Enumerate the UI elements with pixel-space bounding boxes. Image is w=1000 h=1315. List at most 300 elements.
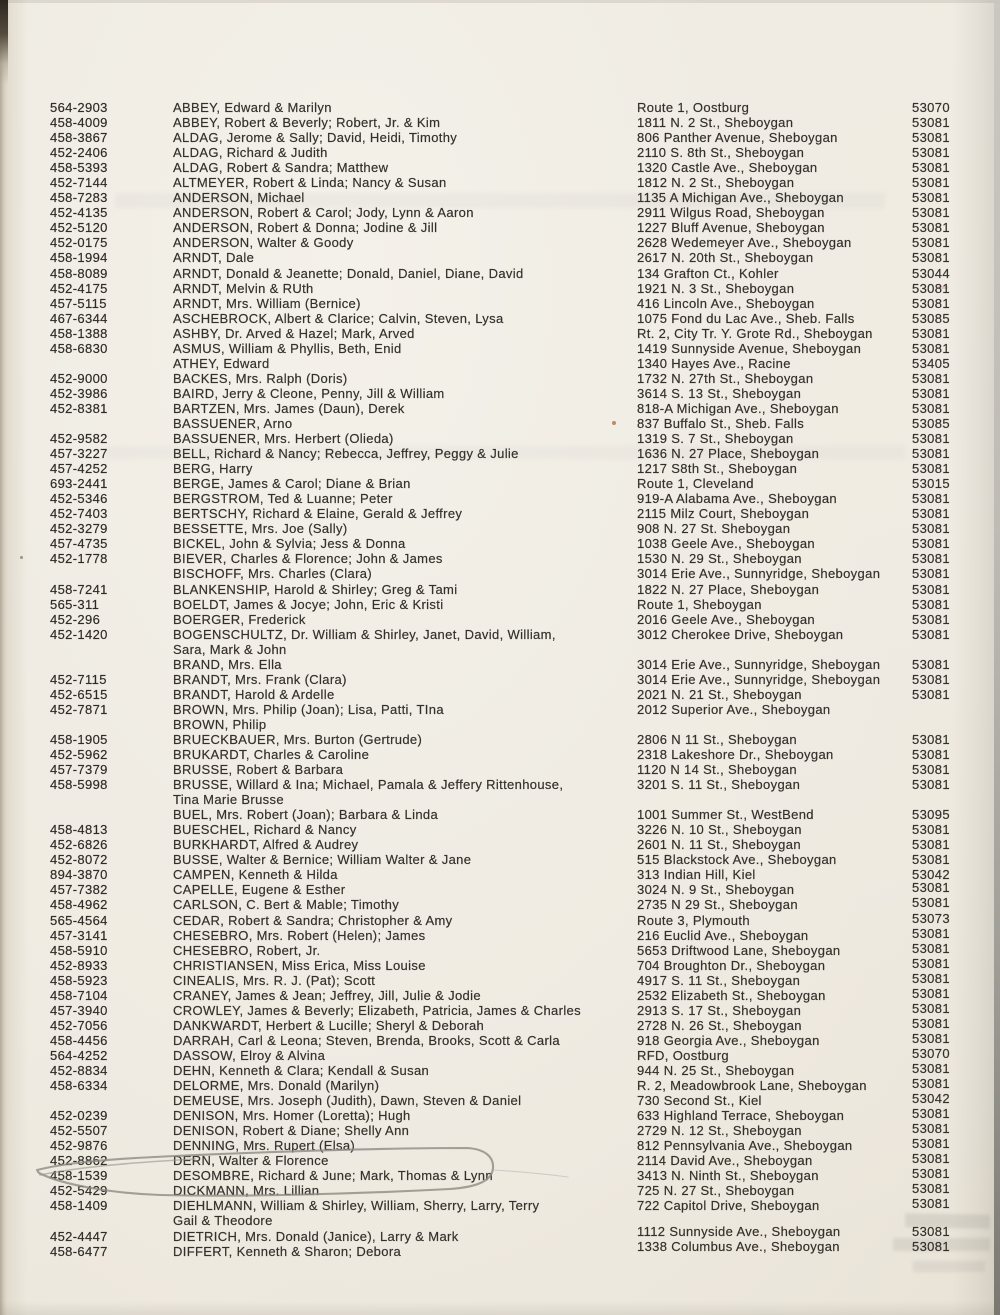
phone-number: 458-7241 bbox=[50, 581, 108, 597]
address: 1001 Summer St., WestBend bbox=[637, 807, 814, 823]
zip-code: 53081 bbox=[912, 671, 950, 687]
zip-code: 53081 bbox=[912, 1015, 950, 1031]
phone-number: 452-4447 bbox=[50, 1228, 108, 1244]
address: 908 N. 27 St. Sheboygan bbox=[637, 521, 791, 537]
entry-name: CROWLEY, James & Beverly; Elizabeth, Patricia, James & Charles bbox=[173, 1002, 581, 1018]
address bbox=[637, 642, 912, 657]
phone-number: 452-8862 bbox=[50, 1153, 108, 1169]
directory-row-continuation bbox=[50, 792, 1000, 807]
directory-row bbox=[50, 940, 1000, 958]
address: 1217 S8th St., Sheboygan bbox=[637, 461, 798, 477]
zip-code: 53081 bbox=[912, 506, 950, 522]
zip-code: 53081 bbox=[912, 1076, 950, 1092]
directory-row bbox=[50, 190, 1000, 205]
directory-row bbox=[50, 205, 1000, 220]
phone-number: 452-7144 bbox=[50, 175, 108, 191]
phone-number: 458-1994 bbox=[50, 250, 108, 266]
address: 515 Blackstock Ave., Sheboygan bbox=[637, 852, 837, 868]
zip-code: 53081 bbox=[912, 145, 950, 161]
zip-code: 53081 bbox=[912, 626, 950, 642]
zip-code: 53081 bbox=[912, 115, 950, 131]
address: 2012 Superior Ave., Sheboygan bbox=[637, 701, 831, 717]
entry-name: DASSOW, Elroy & Alvina bbox=[173, 1047, 326, 1063]
zip-code: 53081 bbox=[912, 295, 950, 311]
address: 3014 Erie Ave., Sunnyridge, Sheboygan bbox=[637, 656, 881, 672]
zip-code: 53081 bbox=[912, 340, 950, 356]
zip-code: 53085 bbox=[912, 310, 950, 326]
phone-number: 452-4175 bbox=[50, 280, 108, 296]
directory-row bbox=[50, 281, 1000, 296]
directory-row bbox=[50, 867, 1000, 882]
address: 1135 A Michigan Ave., Sheboygan bbox=[637, 190, 844, 206]
entry-name: BRAND, Mrs. Ella bbox=[173, 656, 282, 672]
address: 1112 Sunnyside Ave., Sheboygan bbox=[637, 1223, 841, 1239]
zip-code: 53081 bbox=[912, 431, 950, 447]
phone-number bbox=[50, 642, 173, 657]
entry-name: ANDERSON, Michael bbox=[173, 190, 305, 206]
directory-row bbox=[50, 521, 1000, 536]
address: 2021 N. 21 St., Sheboygan bbox=[637, 686, 802, 702]
address: 919-A Alabama Ave., Sheboygan bbox=[637, 491, 838, 507]
directory-row bbox=[50, 250, 1000, 265]
directory-row bbox=[50, 897, 1000, 912]
directory-row bbox=[50, 732, 1000, 747]
phone-number: 452-6515 bbox=[50, 686, 108, 702]
phone-number: 458-1905 bbox=[50, 731, 108, 747]
zip-code: 53081 bbox=[912, 551, 950, 567]
zip-code: 53081 bbox=[912, 777, 950, 793]
address: 944 N. 25 St., Sheboygan bbox=[637, 1063, 795, 1078]
zip-code: 53081 bbox=[912, 385, 950, 401]
directory-row bbox=[50, 461, 1000, 476]
phone-number: 458-5998 bbox=[50, 777, 108, 793]
phone-number: 452-2406 bbox=[50, 145, 108, 161]
phone-number: 452-7403 bbox=[50, 506, 108, 522]
entry-name: BRUSSE, Robert & Barbara bbox=[173, 762, 344, 778]
zip-code: 53081 bbox=[912, 1121, 950, 1137]
entry-name: BELL, Richard & Nancy; Rebecca, Jeffrey, Peggy & Julie bbox=[173, 446, 519, 462]
address: 2628 Wedemeyer Ave., Sheboygan bbox=[637, 235, 852, 251]
phone-number: 565-4564 bbox=[50, 912, 108, 928]
entry-name: CHESEBRO, Mrs. Robert (Helen); James bbox=[173, 927, 426, 943]
entry-name: DENNING, Mrs. Rupert (Elsa) bbox=[173, 1138, 356, 1154]
zip-code: 53081 bbox=[912, 581, 950, 597]
entry-name: Sara, Mark & John bbox=[173, 641, 287, 657]
phone-number: 458-4009 bbox=[50, 115, 108, 131]
address: 1120 N 14 St., Sheboygan bbox=[637, 762, 797, 778]
zip-code: 53081 bbox=[912, 656, 950, 672]
address: 2318 Lakeshore Dr., Sheboygan bbox=[637, 747, 834, 763]
phone-number: 452-8072 bbox=[50, 852, 108, 868]
address: 2532 Elizabeth St., Sheboygan bbox=[637, 987, 826, 1003]
directory-row bbox=[50, 657, 1000, 672]
directory-row bbox=[50, 100, 1000, 115]
directory-row bbox=[50, 597, 1000, 612]
entry-name: ALDAG, Richard & Judith bbox=[173, 145, 328, 161]
zip-code: 53081 bbox=[912, 491, 950, 507]
phone-number: 452-7115 bbox=[50, 671, 107, 687]
entry-name: BRUSSE, Willard & Ina; Michael, Pamala & Jeffery Rittenhouse, bbox=[173, 777, 564, 793]
entry-name: BOELDT, James & Jocye; John, Eric & Kristi bbox=[173, 596, 444, 612]
phone-number: 458-4456 bbox=[50, 1032, 108, 1048]
entry-name: BURKHARDT, Alfred & Audrey bbox=[173, 837, 359, 853]
phone-number: 452-5120 bbox=[50, 220, 108, 236]
address: 2806 N 11 St., Sheboygan bbox=[637, 731, 797, 747]
entry-name: BASSUENER, Arno bbox=[173, 415, 293, 431]
entry-name: DELORME, Mrs. Donald (Marilyn) bbox=[173, 1078, 380, 1094]
zip-code: 53081 bbox=[912, 837, 950, 853]
entry-name: BOGENSCHULTZ, Dr. William & Shirley, Janet, David, William, bbox=[173, 626, 556, 642]
entry-name: DENISON, Robert & Diane; Shelly Ann bbox=[173, 1123, 410, 1139]
phone-number: 457-3940 bbox=[50, 1002, 108, 1018]
directory-row bbox=[50, 807, 1000, 822]
entry-name: BROWN, Mrs. Philip (Joan); Lisa, Patti, TIna bbox=[173, 701, 444, 717]
zip-code: 53042 bbox=[912, 1091, 950, 1107]
directory-row bbox=[50, 777, 1000, 792]
zip-code: 53405 bbox=[912, 355, 950, 371]
entry-name: ARNDT, Mrs. William (Bernice) bbox=[173, 295, 361, 311]
phone-number: 467-6344 bbox=[50, 310, 108, 326]
address: 1320 Castle Ave., Sheboygan bbox=[637, 160, 818, 176]
address: 3201 S. 11 St., Sheboygan bbox=[637, 777, 801, 793]
entry-name: BOERGER, Frederick bbox=[173, 611, 306, 627]
directory-row bbox=[50, 882, 1000, 897]
address: 1340 Hayes Ave., Racine bbox=[637, 355, 791, 371]
entry-name: DENISON, Mrs. Homer (Loretta); Hugh bbox=[173, 1108, 411, 1124]
phone-number: 452-1420 bbox=[50, 626, 108, 642]
address: 3024 N. 9 St., Sheboygan bbox=[637, 882, 795, 898]
page-left-edge bbox=[0, 0, 8, 1315]
address: 2911 Wilgus Road, Sheboygan bbox=[637, 205, 825, 221]
directory-row bbox=[50, 175, 1000, 190]
address: 730 Second St., Kiel bbox=[637, 1093, 762, 1109]
phone-number bbox=[50, 792, 173, 807]
phone-number: 458-7104 bbox=[50, 987, 108, 1003]
directory-row bbox=[50, 717, 1000, 732]
zip-code: 53081 bbox=[912, 970, 950, 986]
zip-code: 53081 bbox=[912, 596, 950, 612]
directory-row bbox=[50, 612, 1000, 627]
address: 704 Broughton Dr., Sheboygan bbox=[637, 957, 826, 973]
zip-code: 53081 bbox=[912, 160, 950, 176]
address: R. 2, Meadowbrook Lane, Sheboygan bbox=[637, 1078, 867, 1094]
entry-name: ASCHEBROCK, Albert & Clarice; Calvin, Steven, Lysa bbox=[173, 310, 504, 326]
entry-name: CAPELLE, Eugene & Esther bbox=[173, 882, 346, 898]
address: 1319 S. 7 St., Sheboygan bbox=[637, 431, 794, 447]
directory-row bbox=[50, 446, 1000, 461]
entry-name: BROWN, Philip bbox=[173, 716, 267, 732]
address bbox=[637, 717, 912, 732]
address: 918 Georgia Ave., Sheboygan bbox=[637, 1032, 820, 1048]
entry-name: ASHBY, Dr. Arved & Hazel; Mark, Arved bbox=[173, 325, 415, 341]
entry-name: ALDAG, Robert & Sandra; Matthew bbox=[173, 160, 389, 176]
phone-number: 452-5346 bbox=[50, 491, 108, 507]
entry-name: ASMUS, William & Phyllis, Beth, Enid bbox=[173, 340, 402, 356]
zip-code: 53081 bbox=[912, 130, 950, 146]
phone-number: 458-5910 bbox=[50, 942, 108, 958]
directory-row bbox=[50, 702, 1000, 717]
phone-number: 452-3986 bbox=[50, 385, 108, 401]
entry-name: CEDAR, Robert & Sandra; Christopher & Amy bbox=[173, 912, 453, 928]
address: 416 Lincoln Ave., Sheboygan bbox=[637, 295, 815, 311]
zip-code: 53081 bbox=[912, 446, 950, 462]
address: Route 1, Oostburg bbox=[637, 100, 750, 115]
address: 1812 N. 2 St., Sheboygan bbox=[637, 175, 795, 191]
phone-number: 457-3227 bbox=[50, 446, 108, 462]
address: 3614 S. 13 St., Sheboygan bbox=[637, 385, 802, 401]
zip-code: 53070 bbox=[912, 1045, 950, 1061]
entry-name: BARTZEN, Mrs. James (Daun), Derek bbox=[173, 400, 405, 416]
address: Route 1, Sheboygan bbox=[637, 596, 762, 612]
address: 313 Indian Hill, Kiel bbox=[637, 867, 756, 883]
address: 2601 N. 11 St., Sheboygan bbox=[637, 837, 801, 853]
entry-name: BLANKENSHIP, Harold & Shirley; Greg & Tami bbox=[173, 581, 458, 597]
directory-row bbox=[50, 341, 1000, 356]
phone-number bbox=[50, 807, 173, 822]
zip-code: 53081 bbox=[912, 1151, 950, 1167]
entry-name: DIFFERT, Kenneth & Sharon; Debora bbox=[173, 1243, 402, 1259]
address: 633 Highland Terrace, Sheboygan bbox=[637, 1108, 845, 1124]
directory-row bbox=[50, 1123, 1000, 1138]
directory-row bbox=[50, 582, 1000, 597]
address: Route 3, Plymouth bbox=[637, 912, 750, 928]
phone-number: 458-3867 bbox=[50, 130, 108, 146]
directory-row bbox=[50, 326, 1000, 341]
entry-name: BRANDT, Mrs. Frank (Clara) bbox=[173, 671, 347, 687]
zip-code bbox=[912, 792, 1000, 807]
phone-number: 458-1409 bbox=[50, 1198, 108, 1214]
directory-row bbox=[50, 401, 1000, 416]
directory-row-continuation bbox=[50, 642, 1000, 657]
address: 3413 N. Ninth St., Sheboygan bbox=[637, 1168, 819, 1184]
zip-code: 53070 bbox=[912, 100, 950, 115]
zip-code: 53081 bbox=[912, 852, 950, 868]
address: 4917 S. 11 St., Sheboygan bbox=[637, 972, 801, 988]
zip-code: 53081 bbox=[912, 190, 950, 206]
address: 1227 Bluff Avenue, Sheboygan bbox=[637, 220, 825, 236]
address: 134 Grafton Ct., Kohler bbox=[637, 265, 779, 281]
zip-code: 53081 bbox=[912, 400, 950, 416]
address: 1075 Fond du Lac Ave., Sheb. Falls bbox=[637, 310, 855, 326]
phone-number: 894-3870 bbox=[50, 867, 108, 883]
entry-name: ABBEY, Edward & Marilyn bbox=[173, 100, 332, 115]
zip-code: 53042 bbox=[912, 867, 950, 883]
address: Rt. 2, City Tr. Y. Grote Rd., Sheboygan bbox=[637, 325, 873, 341]
directory-row bbox=[50, 687, 1000, 702]
directory-row bbox=[50, 985, 1000, 1003]
pencil-double-stroke bbox=[40, 1159, 195, 1175]
directory-row bbox=[50, 536, 1000, 551]
phone-number: 457-4735 bbox=[50, 536, 108, 552]
zip-code: 53081 bbox=[912, 686, 950, 702]
phone-number: 458-1388 bbox=[50, 325, 108, 341]
zip-code: 53073 bbox=[912, 910, 950, 926]
directory-row bbox=[50, 115, 1000, 130]
entry-name: BUSSE, Walter & Bernice; William Walter & Jane bbox=[173, 852, 472, 868]
directory-row bbox=[50, 386, 1000, 401]
entry-name: CINEALIS, Mrs. R. J. (Pat); Scott bbox=[173, 972, 376, 988]
phone-number: 564-4252 bbox=[50, 1047, 108, 1063]
entry-name: DESOMBRE, Richard & June; Mark, Thomas & Lynn bbox=[173, 1168, 493, 1184]
address: 837 Buffalo St., Sheb. Falls bbox=[637, 415, 805, 431]
entry-name: ARNDT, Dale bbox=[173, 250, 255, 266]
phone-number: 458-4813 bbox=[50, 822, 108, 838]
phone-number: 458-5393 bbox=[50, 160, 108, 176]
address: 2114 David Ave., Sheboygan bbox=[637, 1153, 813, 1169]
directory-row bbox=[50, 925, 1000, 943]
phone-number: 458-5923 bbox=[50, 972, 108, 988]
entry-name: BERTSCHY, Richard & Elaine, Gerald & Jeffrey bbox=[173, 506, 463, 522]
phone-number: 452-9000 bbox=[50, 370, 108, 386]
entry-name: DIETRICH, Mrs. Donald (Janice), Larry & Mark bbox=[173, 1228, 459, 1244]
zip-code: 53081 bbox=[912, 205, 950, 221]
entry-name: BRANDT, Harold & Ardelle bbox=[173, 686, 335, 702]
address: 812 Pennsylvania Ave., Sheboygan bbox=[637, 1138, 853, 1154]
directory-row bbox=[50, 416, 1000, 431]
phone-number bbox=[50, 356, 173, 371]
address: 725 N. 27 St., Sheboygan bbox=[637, 1183, 795, 1199]
zip-code: 53081 bbox=[912, 250, 950, 266]
entry-name: ALDAG, Jerome & Sally; David, Heidi, Timothy bbox=[173, 130, 458, 146]
address: 1419 Sunnyside Avenue, Sheboygan bbox=[637, 340, 862, 356]
entry-name: BASSUENER, Mrs. Herbert (Olieda) bbox=[173, 431, 394, 447]
phone-number: 458-7283 bbox=[50, 190, 108, 206]
zip-code: 53081 bbox=[912, 175, 950, 191]
phone-number: 452-3279 bbox=[50, 521, 108, 537]
zip-code: 53095 bbox=[912, 807, 950, 823]
entry-name: BERG, Harry bbox=[173, 461, 253, 477]
entry-name: CHESEBRO, Robert, Jr. bbox=[173, 942, 321, 958]
zip-code: 53081 bbox=[912, 1136, 950, 1152]
zip-code: 53081 bbox=[912, 1000, 950, 1016]
directory-row bbox=[50, 1108, 1000, 1123]
directory-row bbox=[50, 1000, 1000, 1018]
phone-number: 457-7382 bbox=[50, 882, 108, 898]
directory-row bbox=[50, 1238, 1000, 1259]
phone-number: 452-8933 bbox=[50, 957, 108, 973]
phone-number: 452-9876 bbox=[50, 1138, 108, 1154]
phone-number bbox=[50, 1213, 173, 1228]
directory-row bbox=[50, 1063, 1000, 1078]
zip-code: 53081 bbox=[912, 822, 950, 838]
address: 3014 Erie Ave., Sunnyridge, Sheboygan bbox=[637, 566, 881, 582]
address: 1636 N. 27 Place, Sheboygan bbox=[637, 446, 820, 462]
page-top-edge bbox=[8, 0, 1000, 3]
zip-code: 53081 bbox=[912, 940, 950, 956]
address: 2913 S. 17 St., Sheboygan bbox=[637, 1002, 802, 1018]
directory-row bbox=[50, 130, 1000, 145]
zip-code: 53081 bbox=[912, 1238, 950, 1254]
phone-number bbox=[50, 566, 173, 581]
entry-name: DEMEUSE, Mrs. Joseph (Judith), Dawn, Steven & Daniel bbox=[173, 1093, 522, 1109]
directory-row bbox=[50, 627, 1000, 642]
directory-row bbox=[50, 837, 1000, 852]
phone-number: 564-2903 bbox=[50, 100, 108, 115]
address: 1822 N. 27 Place, Sheboygan bbox=[637, 581, 820, 597]
entry-name: ABBEY, Robert & Beverly; Robert, Jr. & Kim bbox=[173, 115, 441, 131]
entry-name: DARRAH, Carl & Leona; Steven, Brenda, Brooks, Scott & Carla bbox=[173, 1032, 560, 1048]
directory-row bbox=[50, 672, 1000, 687]
zip-code: 53081 bbox=[912, 220, 950, 236]
directory-row bbox=[50, 747, 1000, 762]
entry-name: BRUECKBAUER, Mrs. Burton (Gertrude) bbox=[173, 731, 423, 747]
address: 1338 Columbus Ave., Sheboygan bbox=[637, 1238, 840, 1254]
entry-name: ANDERSON, Robert & Carol; Jody, Lynn & Aaron bbox=[173, 205, 474, 221]
entry-name: CRANEY, James & Jean; Jeffrey, Jill, Julie & Jodie bbox=[173, 987, 481, 1003]
zip-code: 53081 bbox=[912, 985, 950, 1001]
phone-number: 457-5115 bbox=[50, 295, 107, 311]
zip-code: 53081 bbox=[912, 1030, 950, 1046]
entry-name: Gail & Theodore bbox=[173, 1213, 273, 1229]
address: 1530 N. 29 St., Sheboygan bbox=[637, 551, 802, 567]
entry-name: BESSETTE, Mrs. Joe (Sally) bbox=[173, 521, 348, 537]
zip-code: 53081 bbox=[912, 895, 950, 911]
phone-number: 458-6334 bbox=[50, 1078, 108, 1094]
zip-code: 53081 bbox=[912, 566, 950, 582]
directory-row bbox=[50, 822, 1000, 837]
phone-number bbox=[50, 416, 173, 431]
zip-code: 53044 bbox=[912, 265, 950, 281]
address: 2729 N. 12 St., Sheboygan bbox=[637, 1123, 802, 1139]
zip-code: 53085 bbox=[912, 415, 950, 431]
phone-number: 457-7379 bbox=[50, 762, 108, 778]
entry-name: BAIRD, Jerry & Cleone, Penny, Jill & William bbox=[173, 385, 445, 401]
address: 1038 Geele Ave., Sheboygan bbox=[637, 536, 815, 552]
zip-code bbox=[912, 717, 1000, 732]
phone-number: 452-8834 bbox=[50, 1063, 108, 1078]
phone-number: 452-8381 bbox=[50, 400, 108, 416]
pencil-tail-stroke bbox=[494, 1170, 568, 1177]
phone-number: 452-5507 bbox=[50, 1123, 108, 1139]
phone-number: 452-1778 bbox=[50, 551, 108, 567]
directory-row bbox=[50, 1093, 1000, 1108]
zip-code: 53081 bbox=[912, 925, 950, 941]
entry-name: Tina Marie Brusse bbox=[173, 792, 284, 808]
entry-name: BICKEL, John & Sylvia; Jess & Donna bbox=[173, 536, 406, 552]
address: 818-A Michigan Ave., Sheboygan bbox=[637, 400, 839, 416]
directory-row bbox=[50, 220, 1000, 235]
phone-number: 457-3141 bbox=[50, 927, 108, 943]
zip-code: 53081 bbox=[912, 521, 950, 537]
zip-code: 53081 bbox=[912, 747, 950, 763]
entry-name: DIEHLMANN, William & Shirley, William, Sherry, Larry, Terry bbox=[173, 1198, 540, 1214]
address: 2115 Milz Court, Sheboygan bbox=[637, 506, 810, 522]
directory-row bbox=[50, 1078, 1000, 1093]
zip-code bbox=[912, 702, 1000, 717]
entry-name: BUESCHEL, Richard & Nancy bbox=[173, 822, 357, 838]
phone-number: 452-4135 bbox=[50, 205, 108, 221]
phone-number: 452-9582 bbox=[50, 431, 108, 447]
entry-name: DERN, Walter & Florence bbox=[173, 1153, 329, 1169]
entry-name: BERGSTROM, Ted & Luanne; Peter bbox=[173, 491, 393, 507]
directory-row bbox=[50, 506, 1000, 521]
gutter-shading bbox=[8, 0, 28, 1315]
entry-name: BUEL, Mrs. Robert (Joan); Barbara & Linda bbox=[173, 807, 439, 823]
directory-listing bbox=[50, 100, 1000, 1259]
entry-name: ALTMEYER, Robert & Linda; Nancy & Susan bbox=[173, 175, 447, 191]
entry-name: BACKES, Mrs. Ralph (Doris) bbox=[173, 370, 348, 386]
zip-code: 53081 bbox=[912, 1181, 950, 1197]
phone-number: 452-0175 bbox=[50, 235, 108, 251]
phone-number: 458-6830 bbox=[50, 340, 108, 356]
directory-row bbox=[50, 852, 1000, 867]
page-bottom-shadow bbox=[0, 1301, 1000, 1315]
phone-number: 452-5429 bbox=[50, 1183, 108, 1199]
phone-number: 452-7056 bbox=[50, 1017, 108, 1033]
zip-code: 53081 bbox=[912, 235, 950, 251]
zip-code: 53081 bbox=[912, 1196, 950, 1212]
directory-row bbox=[50, 566, 1000, 581]
